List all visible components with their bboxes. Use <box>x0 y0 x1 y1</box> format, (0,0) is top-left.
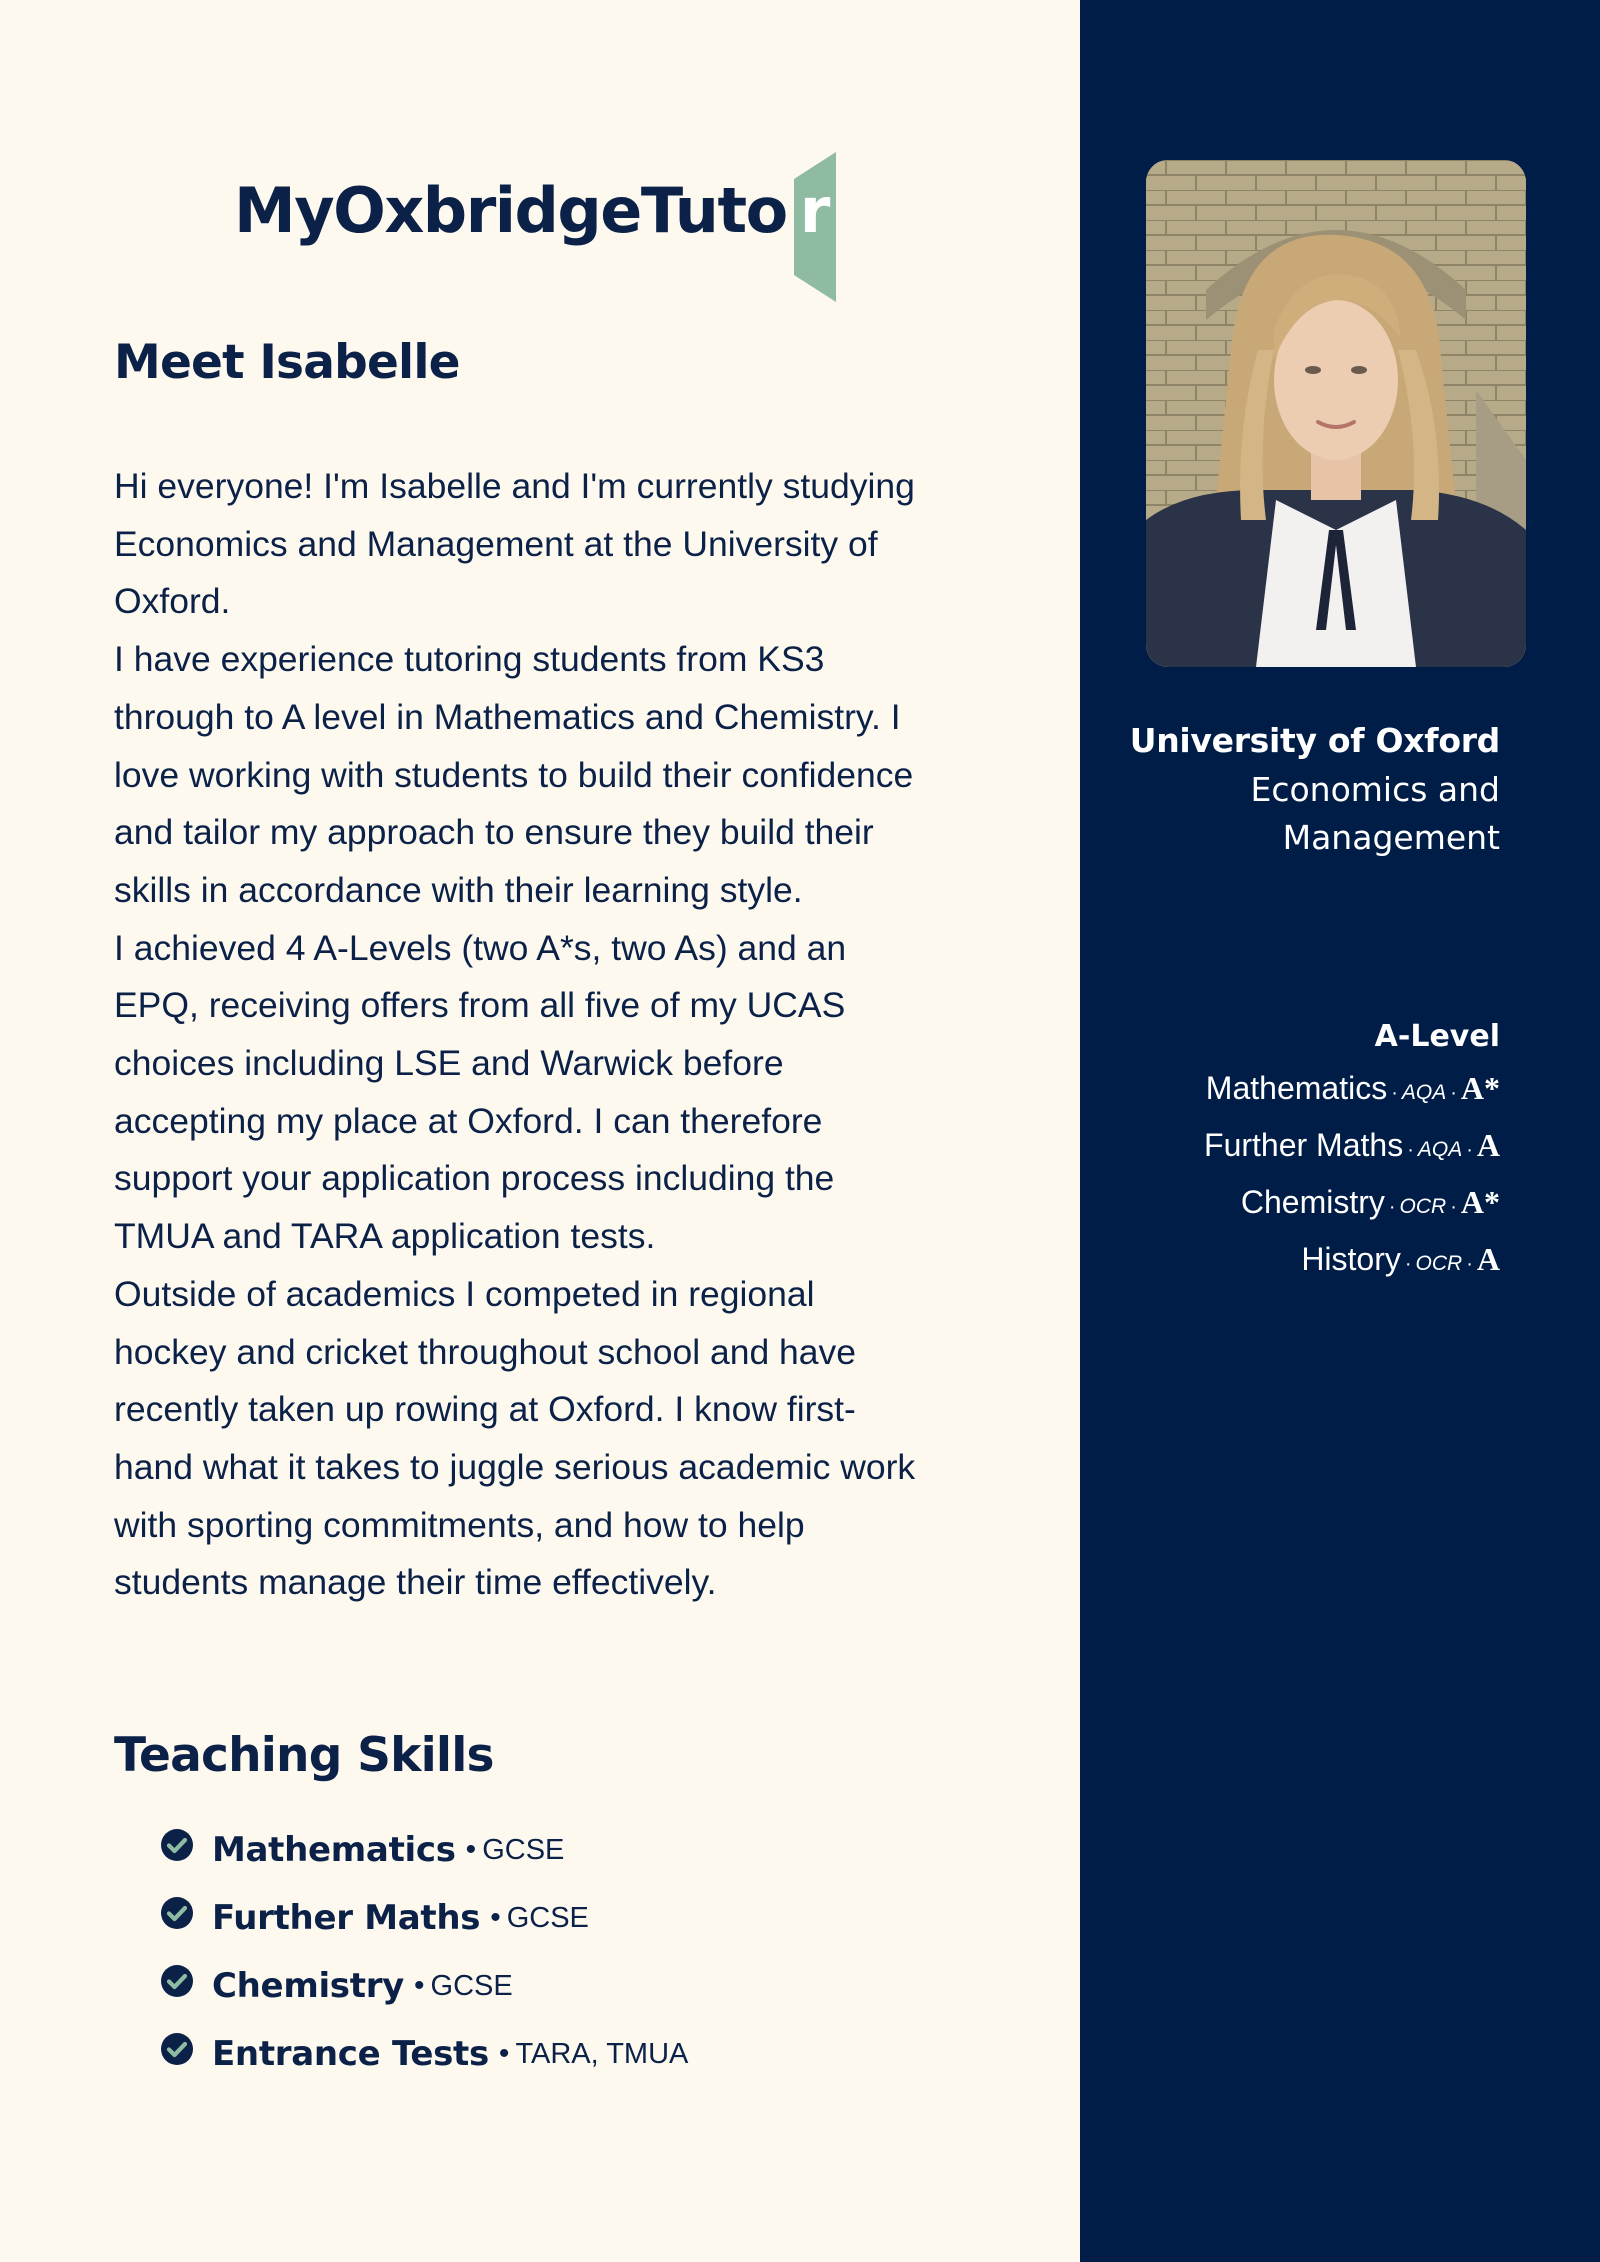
alevel-title: A-Level <box>1374 1019 1500 1054</box>
skill-separator: • <box>498 2037 510 2070</box>
skill-item <box>160 1952 688 2020</box>
university-info <box>1130 716 1500 862</box>
alevel-grade: A* <box>1460 1070 1500 1106</box>
alevel-board: AQA <box>1401 1081 1447 1104</box>
alevel-results <box>1204 1012 1500 1290</box>
alevel-row <box>1204 1119 1500 1176</box>
alevel-row <box>1204 1062 1500 1119</box>
tutor-photo <box>1146 160 1526 667</box>
bio-paragraph: Hi everyone! I'm Isabelle and I'm currently studying Economics and Management at the University of Oxford. <box>114 466 915 622</box>
alevel-subject: Mathematics <box>1205 1070 1388 1106</box>
bio-paragraph: I have experience tutoring students from KS3 through to A level in Mathematics and Chemistry. I love working with students to build their confidence and tailor my approach to ensure they build their skills in accordance with their learning style. <box>114 639 914 910</box>
alevel-subject: Chemistry <box>1240 1184 1385 1220</box>
check-circle-icon <box>160 1828 194 1862</box>
bio-paragraph: Outside of academics I competed in regional hockey and cricket throughout school and have recently taken up rowing at Oxford. I know first-hand what it takes to juggle serious academic work with sporting commitments, and how to help students manage their time effectively. <box>114 1273 916 1603</box>
skill-level: TARA, TMUA <box>515 2037 689 2070</box>
alevel-row <box>1204 1176 1500 1233</box>
tutor-portrait-image <box>1146 160 1526 667</box>
alevel-dot: · <box>1391 1082 1398 1104</box>
course-name: Economics and Management <box>1250 770 1500 857</box>
intro-heading: Meet Isabelle <box>114 335 460 390</box>
logo-text: MyOxbridgeTuto <box>234 174 787 247</box>
alevel-row <box>1204 1233 1500 1290</box>
bio-paragraph: I achieved 4 A-Levels (two A*s, two As) and an EPQ, receiving offers from all five of my UCAS choices including LSE and Warwick before accepting my place at Oxford. I can therefore support your application process including the TMUA and TARA application tests. <box>114 927 847 1257</box>
skill-name: Mathematics <box>212 1830 456 1870</box>
alevel-board: OCR <box>1399 1195 1447 1218</box>
skill-level: GCSE <box>482 1833 565 1866</box>
alevel-grade: A <box>1476 1241 1500 1277</box>
alevel-dot: · <box>1450 1196 1457 1218</box>
skill-name: Chemistry <box>212 1966 405 2006</box>
skill-separator: • <box>414 1969 425 2002</box>
alevel-grade: A* <box>1460 1184 1500 1220</box>
skill-item <box>160 1884 688 1952</box>
alevel-dot: · <box>1407 1139 1414 1161</box>
skill-level: GCSE <box>506 1901 589 1934</box>
alevel-dot: · <box>1388 1196 1396 1218</box>
alevel-subject: History <box>1301 1241 1401 1277</box>
logo-last-letter: r <box>799 174 831 247</box>
alevel-dot: · <box>1450 1082 1457 1104</box>
skill-item <box>160 2020 688 2088</box>
alevel-dot: · <box>1466 1139 1473 1161</box>
alevel-dot: · <box>1404 1253 1412 1275</box>
skill-separator: • <box>465 1833 477 1866</box>
teaching-skills-list <box>160 1816 688 2088</box>
teaching-skills-heading: Teaching Skills <box>114 1728 494 1783</box>
check-circle-icon <box>160 1964 194 1998</box>
bio-text <box>114 458 934 1612</box>
check-circle-icon <box>160 2032 194 2066</box>
university-name: University of Oxford <box>1129 721 1500 760</box>
skill-name: Further Maths <box>212 1898 481 1938</box>
skill-name: Entrance Tests <box>212 2034 489 2074</box>
skill-level: GCSE <box>430 1969 513 2002</box>
alevel-board: AQA <box>1417 1138 1463 1161</box>
alevel-grade: A <box>1476 1127 1500 1163</box>
skill-item <box>160 1816 688 1884</box>
alevel-subject: Further Maths <box>1204 1127 1404 1163</box>
alevel-board: OCR <box>1415 1252 1463 1275</box>
alevel-dot: · <box>1466 1253 1473 1275</box>
skill-separator: • <box>490 1901 501 1934</box>
check-circle-icon <box>160 1896 194 1930</box>
